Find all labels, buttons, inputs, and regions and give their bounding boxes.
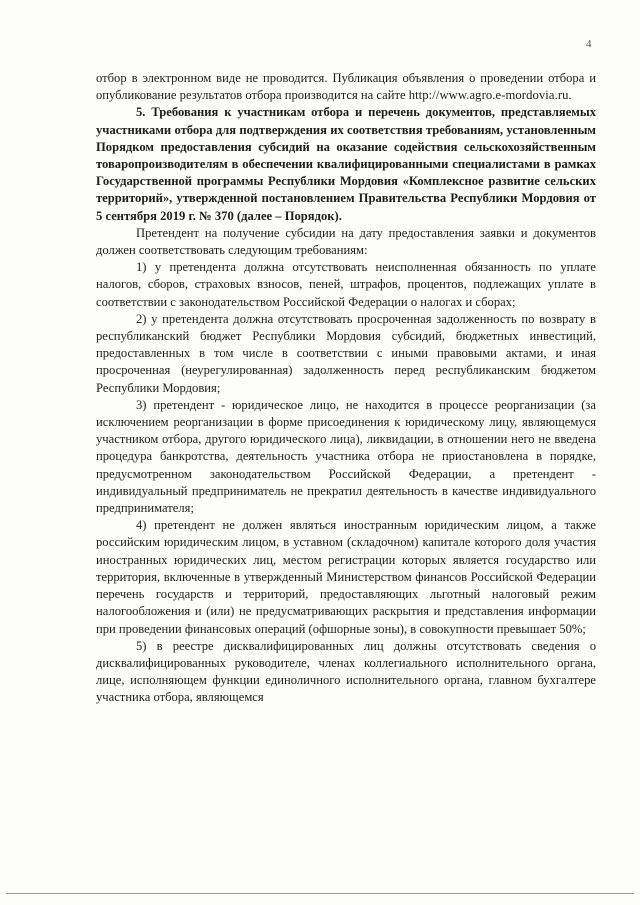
requirement-item: 4) претендент не должен являться иностранным юридическим лицом, а также российским юридическим лицом, в уставном (складочном) капитале которого доля участия иностранных юридических лиц, местом регистрации которых является государство или территория, включенные в утвержденный Министерством финансов Российской Федерации перечень государств и территорий, предоставляющих льготный налоговый режим налогообложения и (или) не предусматривающих раскрытия и представления информации при проведении финансовых операций (офшорные зоны), в совокупности превышает 50%; <box>96 518 596 636</box>
page-bottom-divider <box>6 893 634 894</box>
section-heading: 5. Требования к участникам отбора и перечень документов, представляемых участниками отбора для подтверждения их соответствия требованиям, установленным Порядком предоставления субсидий на оказание содействия сельскохозяйственным товаропроизводителям в обеспечении квалифицированными специалистами в рамках Государственной программы Республики Мордовия «Комплексное развитие сельских территорий», утвержденной постановлением Правительства Республики Мордовия от 5 сентября 2019 г. № 370 (далее – Порядок). <box>96 105 596 223</box>
website-url: http://www.agro.e-mordovia.ru <box>408 88 569 103</box>
requirement-item: 3) претендент - юридическое лицо, не находится в процессе реорганизации (за исключением реорганизации в форме присоединения к юридическому лицу, являющемуся участником отбора, другого юридического лица), ликвидации, в отношении него не введена процедура банкротства, деятельность участника отбора не приостановлена в порядке, предусмотренном законодательством Российской Федерации, а претендент - индивидуальный предприниматель не прекратил деятельность в качестве индивидуального предпринимателя; <box>96 397 596 516</box>
requirement-item: 5) в реестре дисквалифицированных лиц должны отсутствовать сведения о дисквалифицированных руководителе, членах коллегиального исполнительного органа, лице, исполняющем функции единоличного исполнительного органа, главном бухгалтере участника отбора, являющемся <box>96 638 596 705</box>
paragraph-publication <box>96 70 596 104</box>
publication-end: . <box>568 88 572 103</box>
document-body <box>96 70 596 707</box>
publication-text: отбор в электронном виде не проводится. Публикация объявления о проведении отбора и опубликование результатов отбора производится на сайте <box>96 71 596 103</box>
requirement-item: 1) у претендента должна отсутствовать неисполненная обязанность по уплате налогов, сборов, страховых взносов, пеней, штрафов, процентов, подлежащих уплате в соответствии с законодательством Российской Федерации о налогах и сборах; <box>96 260 596 309</box>
paragraph-intro: Претендент на получение субсидии на дату предоставления заявки и документов должен соответствовать следующим требованиям: <box>96 225 596 258</box>
page-number: 4 <box>586 38 592 50</box>
requirement-item: 2) у претендента должна отсутствовать просроченная задолженность по возврату в республиканский бюджет Республики Мордовия субсидий, бюджетных инвестиций, предоставленных в том числе в соответствии с иными правовыми актами, и иная просроченная (неурегулированная) задолженность перед республиканским бюджетом Республики Мордовия; <box>96 311 596 395</box>
